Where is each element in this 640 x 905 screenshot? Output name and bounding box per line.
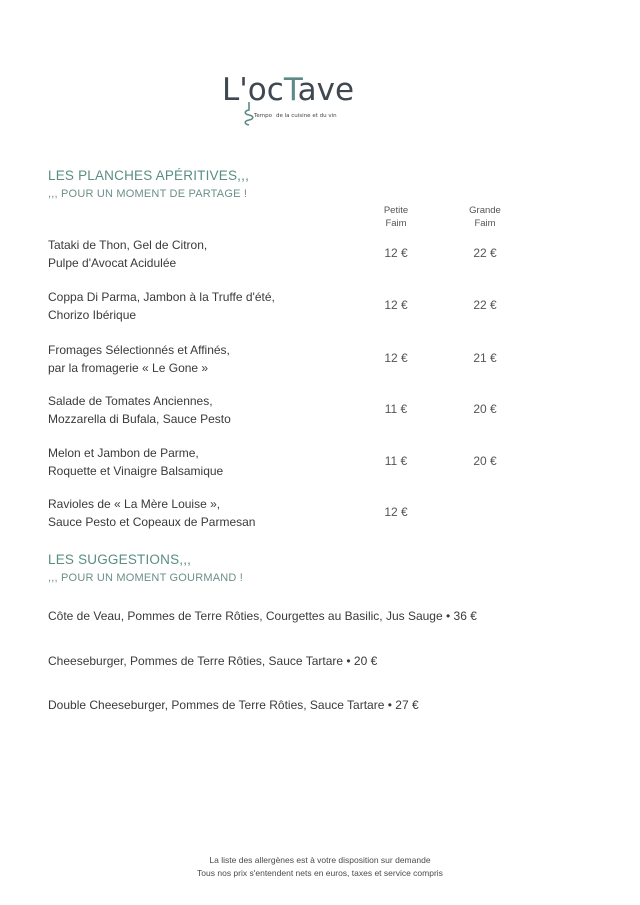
suggestion-item: Double Cheeseburger, Pommes de Terre Rôties, Sauce Tartare • 27 € xyxy=(48,698,419,712)
price-petite: 12 € xyxy=(384,505,408,519)
price-petite: 12 € xyxy=(384,298,408,312)
column-header-petite-line2: Faim xyxy=(385,218,407,229)
footer-note xyxy=(0,854,640,880)
logo-tagline-1: Tempo xyxy=(254,113,273,119)
price-grande: 20 € xyxy=(473,402,497,416)
menu-item-description xyxy=(48,495,348,531)
menu-item-line2: Pulpe d'Avocat Acidulée xyxy=(48,256,177,270)
menu-item-description xyxy=(48,341,348,377)
logo-wordmark xyxy=(222,72,354,108)
logo-text-part2: T xyxy=(283,72,298,108)
menu-item-description xyxy=(48,236,348,272)
logo-text-part1: L'oc xyxy=(222,72,284,108)
menu-item-line1: Melon et Jambon de Parme, xyxy=(48,446,199,460)
logo xyxy=(218,72,358,132)
menu-item-description xyxy=(48,392,348,428)
menu-item-line1: Tataki de Thon, Gel de Citron, xyxy=(48,238,208,252)
footer-prices: Tous nos prix s'entendent nets en euros, taxes et service compris xyxy=(197,868,443,878)
menu-item-line2: par la fromagerie « Le Gone » xyxy=(48,361,209,375)
price-petite: 12 € xyxy=(384,351,408,365)
price-grande: 22 € xyxy=(473,298,497,312)
menu-item-line2: Sauce Pesto et Copeaux de Parmesan xyxy=(48,515,256,529)
section-title-suggestions: LES SUGGESTIONS,,, xyxy=(48,552,192,567)
column-header-petite xyxy=(366,204,426,230)
price-grande: 21 € xyxy=(473,351,497,365)
column-header-grande xyxy=(455,204,515,230)
price-petite: 11 € xyxy=(384,402,408,416)
suggestion-item: Côte de Veau, Pommes de Terre Rôties, Courgettes au Basilic, Jus Sauge • 36 € xyxy=(48,609,477,623)
menu-item-line1: Coppa Di Parma, Jambon à la Truffe d'été, xyxy=(48,290,275,304)
section-title-planches: LES PLANCHES APÉRITIVES,,, xyxy=(48,168,250,183)
suggestion-item: Cheeseburger, Pommes de Terre Rôties, Sauce Tartare • 20 € xyxy=(48,654,378,668)
price-petite: 12 € xyxy=(384,246,408,260)
menu-item-line2: Roquette et Vinaigre Balsamique xyxy=(48,464,224,478)
column-header-grande-line1: Grande xyxy=(469,205,501,216)
menu-item-description xyxy=(48,444,348,480)
logo-tagline-2: de la cuisine et du vin xyxy=(276,113,337,119)
menu-item-line2: Mozzarella di Bufala, Sauce Pesto xyxy=(48,412,231,426)
section-subtitle-planches: ,,, POUR UN MOMENT DE PARTAGE ! xyxy=(48,188,248,200)
footer-allergens: La liste des allergènes est à votre disposition sur demande xyxy=(209,855,431,865)
price-petite: 11 € xyxy=(384,454,408,468)
menu-item-line1: Salade de Tomates Anciennes, xyxy=(48,394,213,408)
price-grande: 20 € xyxy=(473,454,497,468)
menu-item-description xyxy=(48,288,348,324)
menu-item-line1: Fromages Sélectionnés et Affinés, xyxy=(48,343,230,357)
column-header-grande-line2: Faim xyxy=(474,218,496,229)
menu-item-line1: Ravioles de « La Mère Louise », xyxy=(48,497,221,511)
logo-text-part3: ave xyxy=(297,72,355,108)
section-subtitle-suggestions: ,,, POUR UN MOMENT GOURMAND ! xyxy=(48,572,244,584)
menu-item-line2: Chorizo Ibérique xyxy=(48,308,137,322)
price-grande: 22 € xyxy=(473,246,497,260)
column-header-petite-line1: Petite xyxy=(383,205,409,216)
